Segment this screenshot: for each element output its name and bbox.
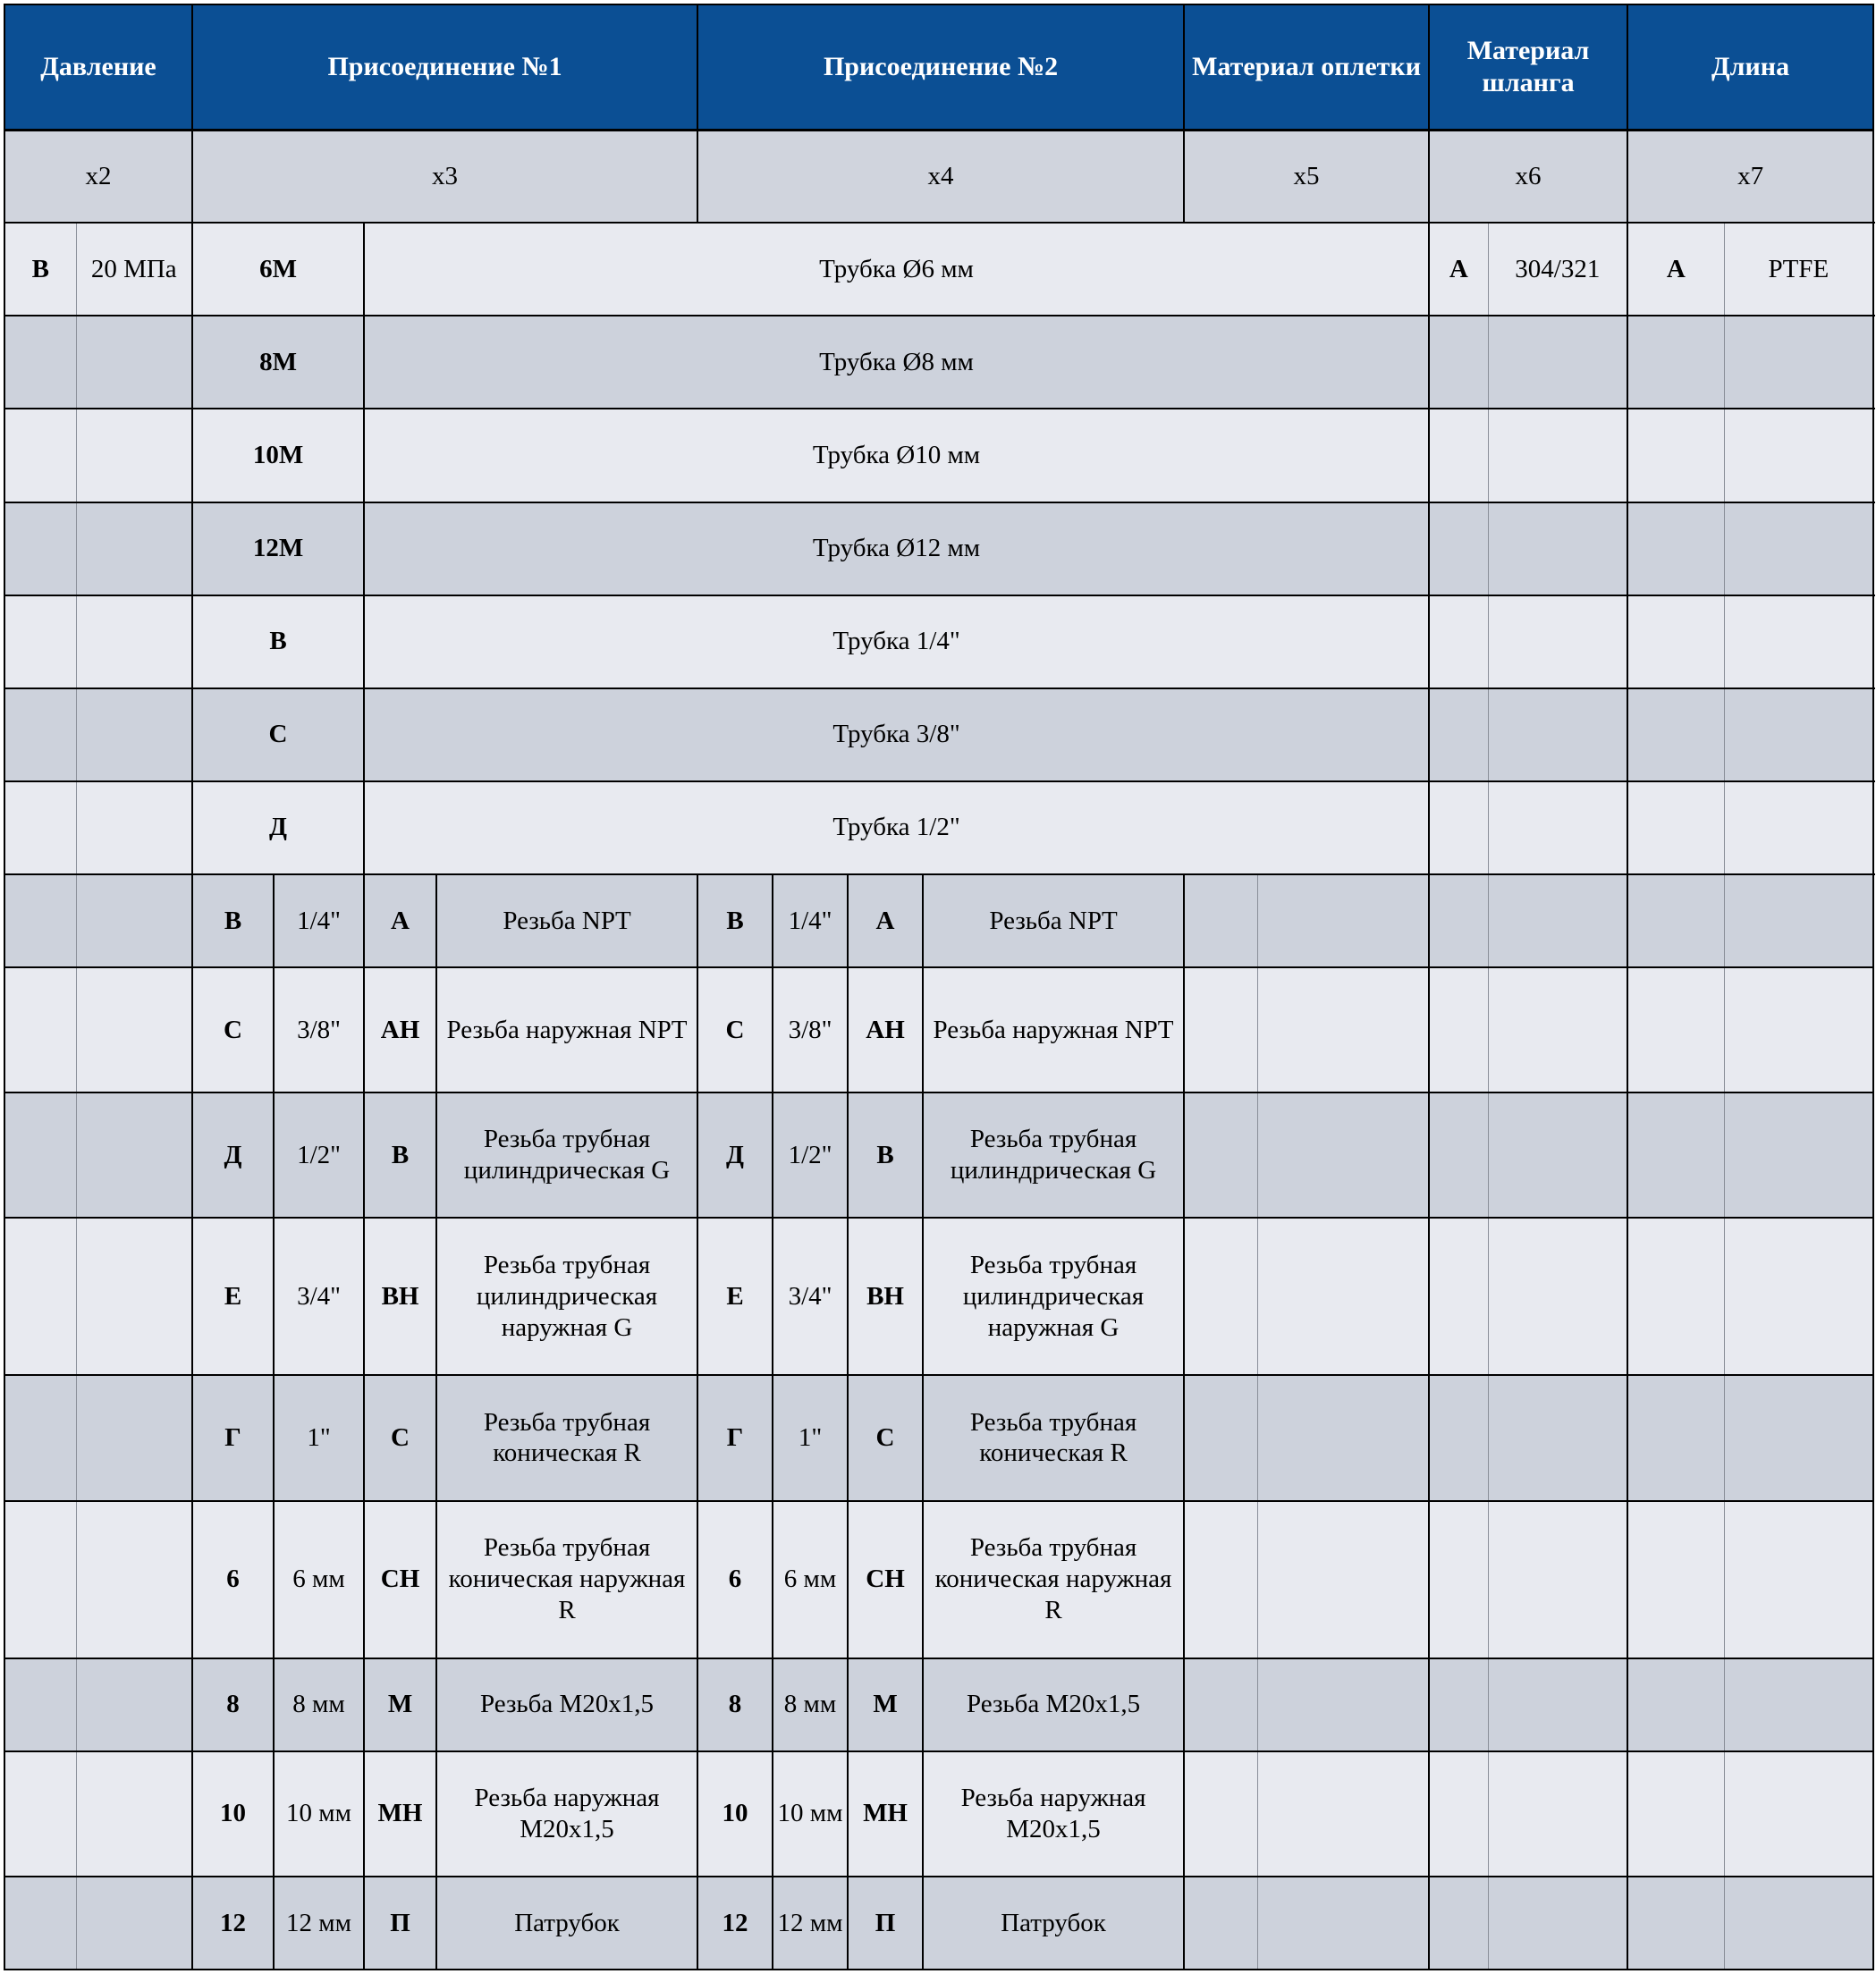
size-value: 12 мм — [274, 1877, 364, 1970]
tube-description: Трубка Ø10 мм — [364, 409, 1429, 502]
tube-code: Д — [192, 781, 364, 874]
specification-table — [4, 4, 1874, 1970]
empty-cell — [4, 409, 76, 502]
pressure-code: В — [4, 223, 76, 316]
empty-cell — [1429, 1877, 1488, 1970]
header-connection-1: Присоединение №1 — [192, 4, 697, 130]
tube-code: 12М — [192, 502, 364, 595]
code-x4: x4 — [697, 130, 1184, 223]
empty-cell — [1627, 1751, 1724, 1877]
size-code: Е — [697, 1218, 773, 1375]
empty-cell — [1488, 1092, 1627, 1218]
table-row — [4, 595, 1873, 688]
thread-code: СН — [848, 1501, 923, 1658]
thread-code: А — [364, 874, 436, 967]
size-code: 12 — [697, 1877, 773, 1970]
thread-type: Резьба трубная цилиндрическая наружная G — [923, 1218, 1184, 1375]
tube-description: Трубка Ø12 мм — [364, 502, 1429, 595]
table-row — [4, 1501, 1873, 1658]
empty-cell — [1184, 1877, 1257, 1970]
size-value: 6 мм — [773, 1501, 848, 1658]
size-value: 8 мм — [773, 1658, 848, 1751]
hose-code: А — [1627, 223, 1724, 316]
thread-type: Резьба трубная цилиндрическая G — [436, 1092, 697, 1218]
empty-cell — [1184, 1658, 1257, 1751]
empty-cell — [1429, 967, 1488, 1092]
table-row — [4, 409, 1873, 502]
size-value: 3/4" — [274, 1218, 364, 1375]
thread-code: МН — [848, 1751, 923, 1877]
thread-code: В — [848, 1092, 923, 1218]
empty-cell — [1429, 1375, 1488, 1500]
empty-cell — [1184, 874, 1257, 967]
empty-cell — [4, 781, 76, 874]
thread-code: М — [364, 1658, 436, 1751]
code-row — [4, 130, 1873, 223]
size-value: 1/2" — [773, 1092, 848, 1218]
size-code: В — [697, 874, 773, 967]
empty-cell — [1257, 967, 1429, 1092]
size-code: С — [192, 967, 274, 1092]
empty-cell — [1724, 1375, 1873, 1500]
thread-code: АН — [848, 967, 923, 1092]
size-code: 6 — [697, 1501, 773, 1658]
empty-cell — [1184, 967, 1257, 1092]
code-x7: x7 — [1627, 130, 1873, 223]
empty-cell — [4, 1218, 76, 1375]
table-row — [4, 316, 1873, 409]
size-code: 8 — [192, 1658, 274, 1751]
empty-cell — [76, 316, 192, 409]
thread-type: Резьба трубная цилиндрическая G — [923, 1092, 1184, 1218]
thread-type: Резьба М20х1,5 — [436, 1658, 697, 1751]
size-value: 6 мм — [274, 1501, 364, 1658]
empty-cell — [1488, 1501, 1627, 1658]
empty-cell — [1724, 1501, 1873, 1658]
empty-cell — [76, 1877, 192, 1970]
empty-cell — [1488, 1658, 1627, 1751]
thread-code: П — [848, 1877, 923, 1970]
tube-description: Трубка 3/8" — [364, 688, 1429, 781]
size-value: 3/8" — [773, 967, 848, 1092]
empty-cell — [4, 1092, 76, 1218]
empty-cell — [1724, 1658, 1873, 1751]
empty-cell — [4, 1877, 76, 1970]
size-value: 3/8" — [274, 967, 364, 1092]
table-row — [4, 1877, 1873, 1970]
thread-type: Резьба трубная коническая наружная R — [923, 1501, 1184, 1658]
empty-cell — [1488, 502, 1627, 595]
empty-cell — [1724, 1751, 1873, 1877]
empty-cell — [1429, 1751, 1488, 1877]
tube-description: Трубка Ø8 мм — [364, 316, 1429, 409]
empty-cell — [1724, 781, 1873, 874]
empty-cell — [4, 316, 76, 409]
size-code: Д — [192, 1092, 274, 1218]
empty-cell — [1488, 967, 1627, 1092]
size-code: Г — [697, 1375, 773, 1500]
empty-cell — [1257, 1658, 1429, 1751]
empty-cell — [76, 967, 192, 1092]
empty-cell — [76, 1092, 192, 1218]
size-value: 8 мм — [274, 1658, 364, 1751]
thread-code: АН — [364, 967, 436, 1092]
thread-type: Резьба NPT — [923, 874, 1184, 967]
header-row — [4, 4, 1873, 130]
empty-cell — [76, 1751, 192, 1877]
empty-cell — [1627, 781, 1724, 874]
pressure-value: 20 МПа — [76, 223, 192, 316]
empty-cell — [1488, 595, 1627, 688]
empty-cell — [1257, 874, 1429, 967]
empty-cell — [1488, 874, 1627, 967]
empty-cell — [1488, 1751, 1627, 1877]
empty-cell — [1488, 688, 1627, 781]
empty-cell — [1627, 1658, 1724, 1751]
empty-cell — [1724, 409, 1873, 502]
thread-type: Резьба наружная М20х1,5 — [923, 1751, 1184, 1877]
empty-cell — [1627, 688, 1724, 781]
empty-cell — [4, 874, 76, 967]
empty-cell — [1627, 316, 1724, 409]
braid-value: 304/321 — [1488, 223, 1627, 316]
thread-code: С — [848, 1375, 923, 1500]
size-code: 10 — [192, 1751, 274, 1877]
empty-cell — [1429, 1092, 1488, 1218]
empty-cell — [1429, 1218, 1488, 1375]
empty-cell — [1724, 874, 1873, 967]
empty-cell — [4, 967, 76, 1092]
empty-cell — [1429, 502, 1488, 595]
thread-type: Резьба М20х1,5 — [923, 1658, 1184, 1751]
table-row — [4, 1092, 1873, 1218]
tube-description: Трубка 1/2" — [364, 781, 1429, 874]
size-code: Д — [697, 1092, 773, 1218]
empty-cell — [1184, 1375, 1257, 1500]
size-value: 1" — [274, 1375, 364, 1500]
empty-cell — [76, 1658, 192, 1751]
size-value: 1/2" — [274, 1092, 364, 1218]
empty-cell — [4, 688, 76, 781]
table-row — [4, 1658, 1873, 1751]
empty-cell — [76, 502, 192, 595]
tube-code: 6М — [192, 223, 364, 316]
empty-cell — [1488, 316, 1627, 409]
size-value: 1/4" — [773, 874, 848, 967]
thread-code: М — [848, 1658, 923, 1751]
tube-description: Трубка 1/4" — [364, 595, 1429, 688]
table-row — [4, 967, 1873, 1092]
empty-cell — [1627, 1501, 1724, 1658]
size-code: Г — [192, 1375, 274, 1500]
empty-cell — [4, 1658, 76, 1751]
empty-cell — [1724, 967, 1873, 1092]
size-value: 10 мм — [274, 1751, 364, 1877]
thread-type: Резьба наружная NPT — [923, 967, 1184, 1092]
size-code: 6 — [192, 1501, 274, 1658]
empty-cell — [4, 502, 76, 595]
thread-type: Резьба трубная коническая наружная R — [436, 1501, 697, 1658]
thread-type: Резьба наружная М20х1,5 — [436, 1751, 697, 1877]
empty-cell — [1429, 409, 1488, 502]
empty-cell — [1488, 1877, 1627, 1970]
size-value: 12 мм — [773, 1877, 848, 1970]
empty-cell — [76, 409, 192, 502]
empty-cell — [1488, 1218, 1627, 1375]
thread-type: Резьба трубная коническая R — [436, 1375, 697, 1500]
empty-cell — [76, 1375, 192, 1500]
empty-cell — [1184, 1092, 1257, 1218]
thread-code: ВН — [364, 1218, 436, 1375]
empty-cell — [1627, 1218, 1724, 1375]
thread-type: Резьба трубная цилиндрическая наружная G — [436, 1218, 697, 1375]
empty-cell — [1724, 1877, 1873, 1970]
table-row — [4, 1218, 1873, 1375]
empty-cell — [1627, 409, 1724, 502]
table-row — [4, 1375, 1873, 1500]
thread-type: Патрубок — [923, 1877, 1184, 1970]
empty-cell — [1627, 1877, 1724, 1970]
size-code: 8 — [697, 1658, 773, 1751]
code-x5: x5 — [1184, 130, 1429, 223]
size-code: Е — [192, 1218, 274, 1375]
empty-cell — [1488, 1375, 1627, 1500]
empty-cell — [1724, 502, 1873, 595]
empty-cell — [1488, 781, 1627, 874]
header-connection-2: Присоединение №2 — [697, 4, 1184, 130]
empty-cell — [1724, 1218, 1873, 1375]
empty-cell — [1257, 1375, 1429, 1500]
thread-type: Резьба наружная NPT — [436, 967, 697, 1092]
empty-cell — [1184, 1501, 1257, 1658]
size-code: 12 — [192, 1877, 274, 1970]
tube-code: 8М — [192, 316, 364, 409]
empty-cell — [76, 1218, 192, 1375]
size-code: В — [192, 874, 274, 967]
size-code: С — [697, 967, 773, 1092]
thread-type: Резьба NPT — [436, 874, 697, 967]
empty-cell — [4, 1751, 76, 1877]
empty-cell — [1184, 1218, 1257, 1375]
empty-cell — [1429, 1658, 1488, 1751]
tube-code: С — [192, 688, 364, 781]
empty-cell — [1724, 595, 1873, 688]
tube-code: В — [192, 595, 364, 688]
empty-cell — [1257, 1501, 1429, 1658]
empty-cell — [76, 781, 192, 874]
empty-cell — [1627, 874, 1724, 967]
table-row — [4, 1751, 1873, 1877]
empty-cell — [1429, 1501, 1488, 1658]
empty-cell — [1429, 781, 1488, 874]
empty-cell — [4, 1501, 76, 1658]
size-value: 1/4" — [274, 874, 364, 967]
size-code: 10 — [697, 1751, 773, 1877]
empty-cell — [1257, 1092, 1429, 1218]
empty-cell — [1627, 967, 1724, 1092]
empty-cell — [1488, 409, 1627, 502]
code-x6: x6 — [1429, 130, 1627, 223]
empty-cell — [1184, 1751, 1257, 1877]
empty-cell — [76, 874, 192, 967]
empty-cell — [1257, 1218, 1429, 1375]
table-row — [4, 688, 1873, 781]
thread-code: П — [364, 1877, 436, 1970]
empty-cell — [1429, 316, 1488, 409]
empty-cell — [76, 1501, 192, 1658]
empty-cell — [76, 688, 192, 781]
header-braid-material: Материал оплетки — [1184, 4, 1429, 130]
empty-cell — [1627, 1092, 1724, 1218]
table-row — [4, 223, 1873, 316]
empty-cell — [1724, 316, 1873, 409]
thread-code: ВН — [848, 1218, 923, 1375]
thread-type: Резьба трубная коническая R — [923, 1375, 1184, 1500]
thread-code: В — [364, 1092, 436, 1218]
tube-description: Трубка Ø6 мм — [364, 223, 1429, 316]
size-value: 1" — [773, 1375, 848, 1500]
empty-cell — [76, 595, 192, 688]
empty-cell — [1627, 502, 1724, 595]
thread-code: С — [364, 1375, 436, 1500]
empty-cell — [1627, 595, 1724, 688]
table-row — [4, 502, 1873, 595]
tube-code: 10М — [192, 409, 364, 502]
empty-cell — [1724, 1092, 1873, 1218]
size-value: 10 мм — [773, 1751, 848, 1877]
empty-cell — [1627, 1375, 1724, 1500]
empty-cell — [1429, 874, 1488, 967]
thread-code: А — [848, 874, 923, 967]
header-length: Длина — [1627, 4, 1873, 130]
empty-cell — [4, 595, 76, 688]
size-value: 3/4" — [773, 1218, 848, 1375]
thread-code: МН — [364, 1751, 436, 1877]
code-x2: x2 — [4, 130, 192, 223]
empty-cell — [1724, 688, 1873, 781]
empty-cell — [1257, 1877, 1429, 1970]
empty-cell — [4, 1375, 76, 1500]
empty-cell — [1429, 595, 1488, 688]
header-pressure: Давление — [4, 4, 192, 130]
code-x3: x3 — [192, 130, 697, 223]
empty-cell — [1429, 688, 1488, 781]
hose-value: PTFE — [1724, 223, 1873, 316]
header-hose-material: Материал шланга — [1429, 4, 1627, 130]
thread-code: СН — [364, 1501, 436, 1658]
braid-code: А — [1429, 223, 1488, 316]
empty-cell — [1257, 1751, 1429, 1877]
table-row — [4, 781, 1873, 874]
thread-type: Патрубок — [436, 1877, 697, 1970]
table-row — [4, 874, 1873, 967]
